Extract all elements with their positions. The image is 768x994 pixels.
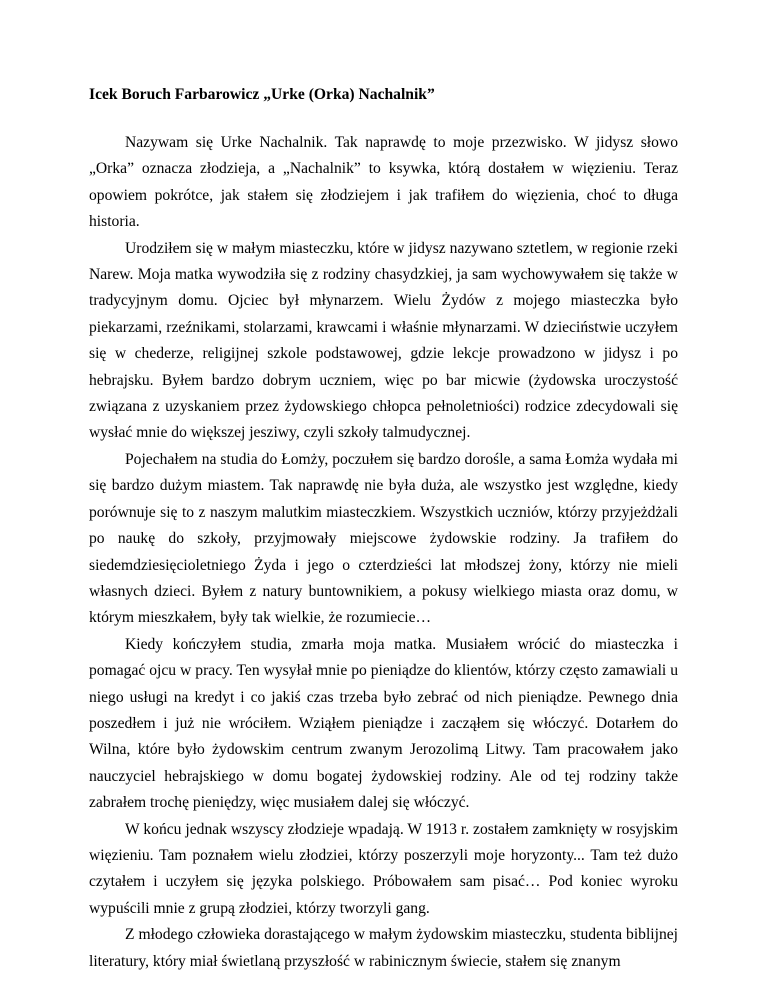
- document-title: Icek Boruch Farbarowicz „Urke (Orka) Nachalnik”: [89, 86, 435, 103]
- paragraph-1: Nazywam się Urke Nachalnik. Tak naprawdę to moje przezwisko. W jidysz słowo „Orka” oznacza złodzieja, a „Nachalnik” to ksywka, którą dostałem w więzieniu. Teraz opowiem pokrótce, jak stałem się złodziejem i jak trafiłem do więzienia, choć to długa historia.: [89, 134, 678, 231]
- paragraph-2: Urodziłem się w małym miasteczku, które w jidysz nazywano sztetlem, w regionie rzeki Narew. Moja matka wywodziła się z rodziny chasydzkiej, ja sam wychowywałem się także w tradycyjnym domu. Ojciec był młynarzem. Wielu Żydów z mojego miasteczka było piekarzami, rzeźnikami, stolarzami, krawcami i właśnie młynarzami. W dzieciństwie uczyłem się w chederze, religijnej szkole podstawowej, gdzie lekcje prowadzono w jidysz i po hebrajsku. Byłem bardzo dobrym uczniem, więc po bar micwie (żydowska uroczystość związana z uzyskaniem przez żydowskiego chłopca pełnoletniości) rodzice zdecydowali się wysłać mnie do większej jesziwy, czyli szkoły talmudycznej.: [89, 239, 678, 442]
- paragraph-6: Z młodego człowieka dorastającego w małym żydowskim miasteczku, studenta biblijnej literatury, który miał świetlaną przyszłość w rabinicznym świecie, stałem się znanym: [89, 926, 678, 970]
- document-body: [89, 130, 678, 975]
- paragraph-3: Pojechałem na studia do Łomży, poczułem się bardzo dorośle, a sama Łomża wydała mi się bardzo dużym miastem. Tak naprawdę nie była duża, ale wszystko jest względne, kiedy porównuje się to z naszym malutkim miasteczkiem. Wszystkich uczniów, którzy przyjeżdżali po naukę do szkoły, przyjmowały miejscowe żydowskie rodziny. Ja trafiłem do siedemdziesięcioletniego Żyda i jego o czterdzieści lat młodszej żony, którzy nie mieli własnych dzieci. Byłem z natury buntownikiem, a pokusy wielkiego miasta oraz domu, w którym mieszkałem, były tak wielkie, że rozumiecie…: [89, 450, 678, 627]
- paragraph-5: W końcu jednak wszyscy złodzieje wpadają. W 1913 r. zostałem zamknięty w rosyjskim więzieniu. Tam poznałem wielu złodziei, którzy poszerzyli moje horyzonty... Tam też dużo czytałem i uczyłem się języka polskiego. Próbowałem sam pisać… Pod koniec wyroku wypuścili mnie z grupą złodziei, którzy tworzyli gang.: [89, 820, 678, 917]
- paragraph-4: Kiedy kończyłem studia, zmarła moja matka. Musiałem wrócić do miasteczka i pomagać ojcu w pracy. Ten wysyłał mnie po pieniądze do klientów, którzy często zamawiali u niego usługi na kredyt i co jakiś czas trzeba było zebrać od nich pieniądze. Pewnego dnia poszedłem i już nie wróciłem. Wziąłem pieniądze i zacząłem się włóczyć. Dotarłem do Wilna, które było żydowskim centrum zwanym Jerozolimą Litwy. Tam pracowałem jako nauczyciel hebrajskiego w domu bogatej żydowskiej rodziny. Ale od tej rodziny także zabrałem trochę pieniędzy, więc musiałem dalej się włóczyć.: [89, 635, 678, 812]
